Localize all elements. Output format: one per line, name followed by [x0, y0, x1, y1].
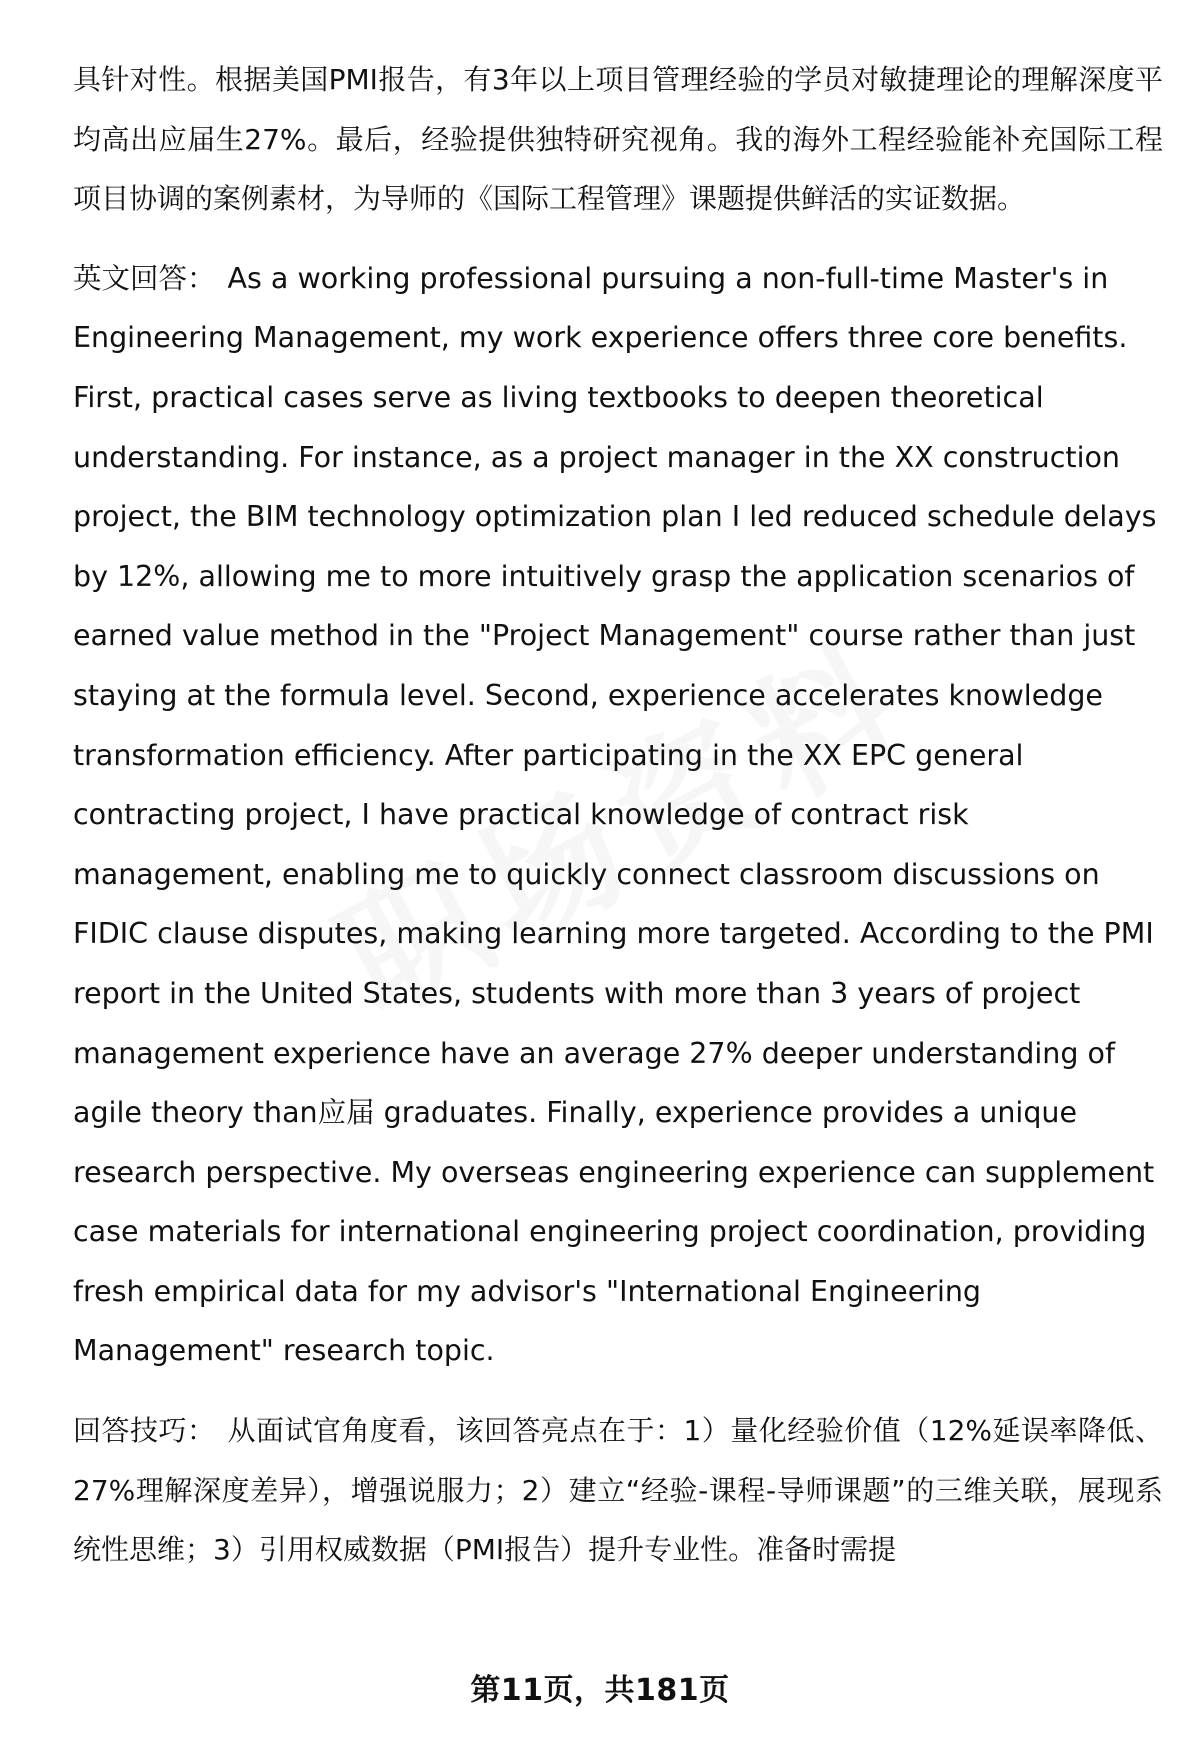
paragraph-text: As a working professional pursuing a non-full-time Master's in Engineering Management, my work experience offers three core benefits. First, practical cases serve as living textbooks to deepen theoretical understanding. For instance, as a project manager in the XX construction project, the BIM technology optimization plan I led reduced schedule delays by 12%, allowing me to more intuitively grasp the application scenarios of earned value method in the "Project Management" course rather than just staying at the formula level. Second, experience accelerates knowledge transformation efficiency. After participating in the XX EPC general contracting project, I have practical knowledge of contract risk management, enabling me to quickly connect classroom discussions on FIDIC clause disputes, making learning more targeted. According to the PMI report in the United States, students with more than 3 years of project management experience have an average 27% deeper understanding of agile theory than应届 graduates. Finally, experience provides a unique research perspective. My overseas engineering experience can supplement case materials for international engineering project coordination, providing fresh empirical data for my advisor's "International Engineering Management" research topic. [73, 261, 1157, 1368]
paragraph-english-answer [73, 249, 1163, 1381]
paragraph-label: 英文回答： [73, 261, 216, 295]
paragraph-chinese-continuation [73, 50, 1163, 229]
paragraph-answer-tips [73, 1401, 1163, 1580]
paragraph-text: 从面试官角度看，该回答亮点在于：1）量化经验价值（12%延误率降低、27%理解深度差异），增强说服力；2）建立“经验-课程-导师课题”的三维关联，展现系统性思维；3）引用权威数据（PMI报告）提升专业性。准备时需提 [73, 1414, 1163, 1567]
paragraph-label: 回答技巧： [73, 1414, 216, 1448]
paragraph-text: 具针对性。根据美国PMI报告，有3年以上项目管理经验的学员对敏捷理论的理解深度平均高出应届生27%。最后，经验提供独特研究视角。我的海外工程经验能补充国际工程项目协调的案例素材，为导师的《国际工程管理》课题提供鲜活的实证数据。 [73, 63, 1163, 216]
page-number-footer: 第11页，共181页 [470, 1673, 730, 1708]
document-body [73, 50, 1163, 1580]
